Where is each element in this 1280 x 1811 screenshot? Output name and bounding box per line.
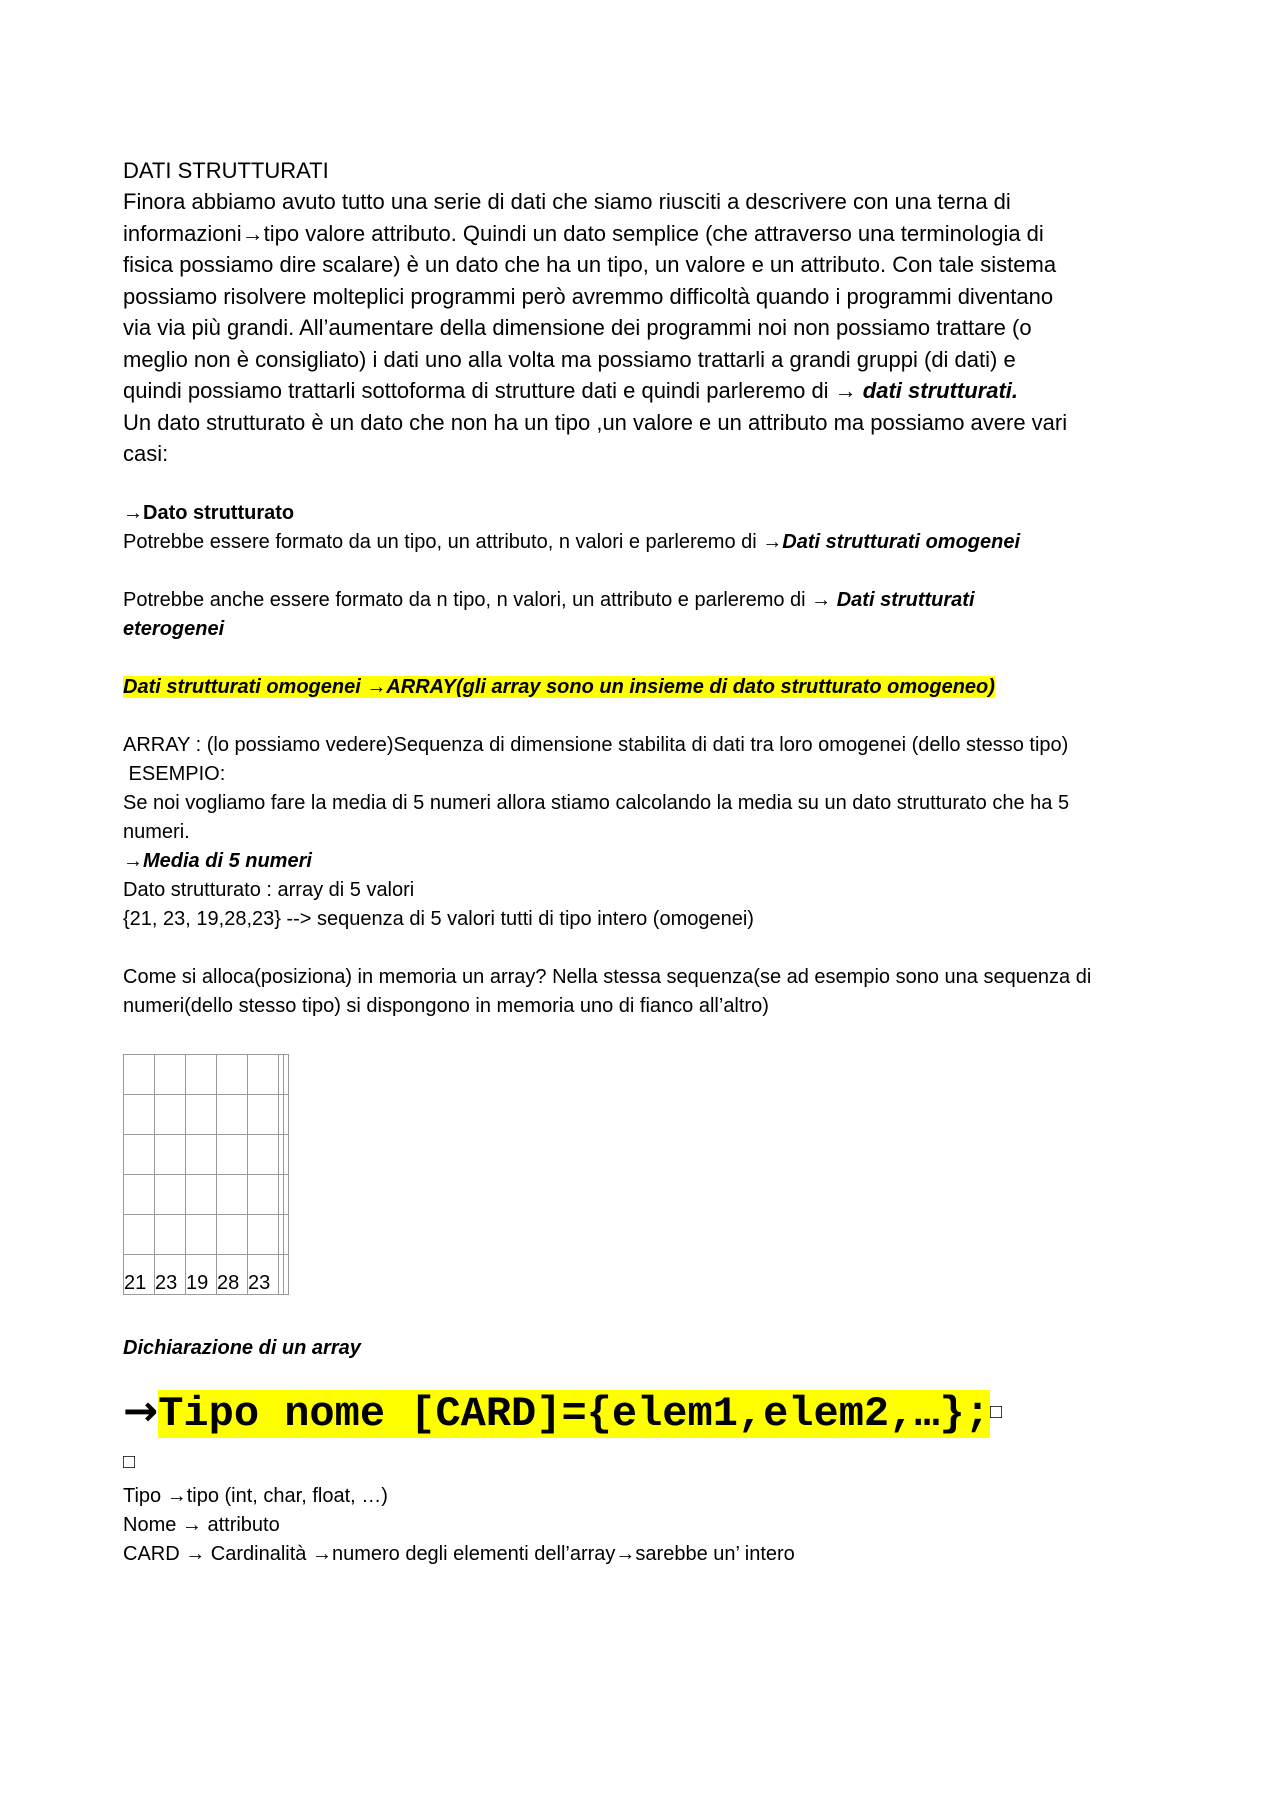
array-table-cell	[217, 1094, 248, 1134]
array-table-cell	[186, 1094, 217, 1134]
intro-line: meglio non è consigliato) i dati uno alla volta ma possiamo trattarli a grandi gruppi (di dati) e	[123, 346, 1016, 372]
array-table-cell	[217, 1214, 248, 1254]
array-table-cell	[248, 1094, 279, 1134]
array-table-row	[124, 1094, 289, 1134]
intro-line: casi:	[123, 441, 169, 466]
eterogenei-text: Potrebbe anche essere formato da n tipo, n valori, un attributo e parleremo di →	[123, 588, 837, 611]
omogenei-emphasis: Dati strutturati omogenei	[782, 530, 1021, 553]
document-page	[123, 155, 1163, 1569]
sequence-line: {21, 23, 19,28,23} --> sequenza di 5 valori tutti di tipo intero (omogenei)	[123, 907, 754, 930]
document-title: DATI STRUTTURATI	[123, 158, 329, 183]
array-table-cell	[248, 1214, 279, 1254]
array-table-row	[124, 1174, 289, 1214]
memoria-line: Come si alloca(posiziona) in memoria un array? Nella stessa sequenza(se ad esempio sono una sequenza di	[123, 965, 1092, 988]
array-table-cell	[248, 1134, 279, 1174]
array-table-cell	[155, 1054, 186, 1094]
array-table-spacer-cell	[284, 1134, 289, 1174]
array-table-spacer-cell	[284, 1254, 289, 1294]
array-table-row	[124, 1134, 289, 1174]
intro-line	[123, 375, 1163, 407]
intro-line: Finora abbiamo avuto tutto una serie di dati che siamo riusciti a descrivere con una terna di	[123, 189, 1011, 214]
array-table-cell: 19	[186, 1254, 217, 1294]
arrow-icon: →	[123, 1385, 159, 1435]
array-table-cell	[124, 1054, 155, 1094]
array-table-cell	[217, 1054, 248, 1094]
array-table-cell	[124, 1174, 155, 1214]
media-text-line: Se noi vogliamo fare la media di 5 numeri allora stiamo calcolando la media su un dato strutturato che ha 5	[123, 791, 1070, 814]
array-table-cell	[248, 1054, 279, 1094]
eterogenei-emphasis-cont: eterogenei	[123, 617, 225, 640]
esempio-label: ESEMPIO:	[123, 762, 226, 785]
dato-strutturato-heading: →Dato strutturato	[123, 501, 295, 524]
array-table-cell: 23	[155, 1254, 186, 1294]
eterogenei-line	[123, 586, 1163, 615]
memoria-line: numeri(dello stesso tipo) si dispongono in memoria uno di fianco all’altro)	[123, 994, 769, 1017]
highlight-line	[123, 673, 1163, 702]
media-text-line: numeri.	[123, 820, 190, 843]
array-table-cell	[124, 1094, 155, 1134]
square-icon: □	[989, 1401, 1002, 1425]
intro-line: Un dato strutturato è un dato che non ha un tipo ,un valore e un attributo ma possiamo avere vari	[123, 409, 1068, 435]
square-icon: □	[123, 1450, 136, 1473]
array-table-cell	[186, 1174, 217, 1214]
omogenei-text: Potrebbe essere formato da un tipo, un attributo, n valori e parleremo di →	[123, 530, 783, 553]
legend-tipo: Tipo →tipo (int, char, float, …)	[123, 1484, 388, 1507]
eterogenei-emphasis: Dati strutturati	[836, 588, 975, 611]
dato-strutturato-line: Dato strutturato : array di 5 valori	[123, 878, 415, 901]
declaration-syntax	[123, 1385, 1163, 1440]
intro-paragraph	[123, 186, 1163, 470]
emphasis-dati-strutturati: dati strutturati.	[862, 378, 1019, 403]
array-table-cell: 28	[217, 1254, 248, 1294]
legend-card: CARD → Cardinalità →numero degli elementi dell’array→sarebbe un’ intero	[123, 1542, 795, 1565]
legend-nome: Nome → attributo	[123, 1513, 280, 1536]
intro-text: quindi possiamo trattarli sottoforma di strutture dati e quindi parleremo di →	[123, 378, 863, 403]
array-definition: ARRAY : (lo possiamo vedere)Sequenza di dimensione stabilita di dati tra loro omogenei (dello stesso tipo)	[123, 733, 1069, 756]
array-table-cell	[124, 1134, 155, 1174]
array-table-cell	[124, 1214, 155, 1254]
array-table-cell	[186, 1054, 217, 1094]
memory-array-table	[123, 1054, 289, 1295]
array-table-cell	[186, 1134, 217, 1174]
array-table-row	[124, 1254, 289, 1294]
array-table-row	[124, 1214, 289, 1254]
array-table-cell	[186, 1214, 217, 1254]
highlighted-array-definition: Dati strutturati omogenei →ARRAY(gli array sono un insieme di dato strutturato omogeneo)	[123, 675, 995, 698]
array-table-cell	[155, 1174, 186, 1214]
array-table-cell	[155, 1214, 186, 1254]
media-heading: →Media di 5 numeri	[123, 849, 312, 872]
omogenei-line	[123, 528, 1163, 557]
array-table-cell	[217, 1134, 248, 1174]
declaration-heading: Dichiarazione di un array	[123, 1336, 361, 1359]
array-table-spacer-cell	[284, 1174, 289, 1214]
array-table-cell	[155, 1094, 186, 1134]
array-table-cell: 21	[124, 1254, 155, 1294]
array-table-cell	[155, 1134, 186, 1174]
array-table-cell: 23	[248, 1254, 279, 1294]
declaration-code: Tipo nome [CARD]={elem1,elem2,…};	[158, 1389, 990, 1438]
array-table-cell	[217, 1174, 248, 1214]
array-table-spacer-cell	[284, 1054, 289, 1094]
array-table-row	[124, 1054, 289, 1094]
array-table-spacer-cell	[284, 1214, 289, 1254]
intro-line: possiamo risolvere molteplici programmi però avremmo difficoltà quando i programmi diventano	[123, 283, 1054, 309]
array-table-spacer-cell	[284, 1094, 289, 1134]
array-table-cell	[248, 1174, 279, 1214]
intro-line: fisica possiamo dire scalare) è un dato che ha un tipo, un valore e un attributo. Con tale sistema	[123, 252, 1057, 277]
intro-line: informazioni→tipo valore attributo. Quindi un dato semplice (che attraverso una terminologia di	[123, 220, 1044, 246]
intro-line: via via più grandi. All’aumentare della dimensione dei programmi noi non possiamo trattare (o	[123, 315, 1032, 340]
